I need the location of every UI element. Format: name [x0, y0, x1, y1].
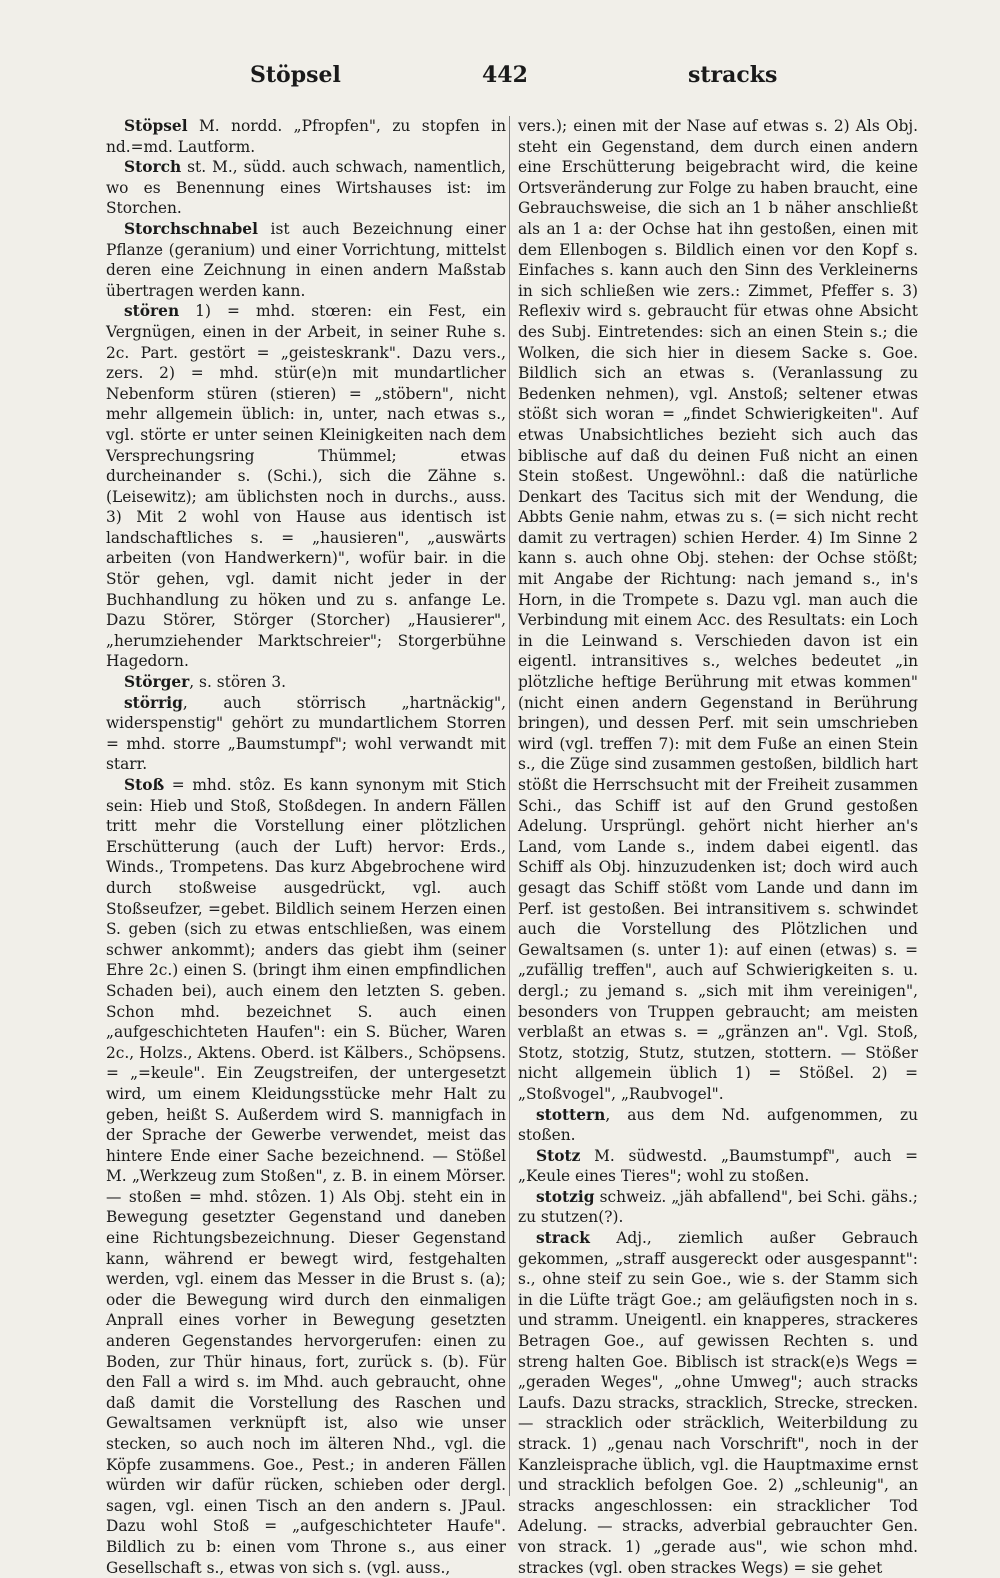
entry — [106, 157, 506, 219]
entry — [106, 301, 506, 672]
headword: stotzig — [536, 1187, 595, 1206]
entry-text: Adj., ziemlich außer Gebrauch gekommen, „straff ausgereckt oder ausgespannt": s., ohne steif zu sein Goe., wie s. der Stamm sich in die Lüfte trägt Goe.; am geläufigsten noch in s. und stramm. Uneigentl. ein knapperes, strackeres Betragen Goe., auf gewissen Rechten s. und streng halten Goe. Biblisch ist strack(e)s Wegs = „geraden Weges", „ohne Umweg"; auch stracks Laufs. Dazu stracks, stracklich, Strecke, strecken. — stracklich oder sträcklich, Weiterbildung zu strack. 1) „genau nach Vorschrift", noch in der Kanzleisprache üblich, vgl. die Hauptmaxime ernst und stracklich befolgen Goe. 2) „schleunig", an stracks angeschlossen: ein stracklicher Tod Adelung. — stracks, adverbial gebrauchter Gen. von strack. 1) „gerade aus", wie schon mhd. strackes (vgl. oben strackes Wegs) = sie gehet — [518, 1229, 918, 1577]
entry-text: , s. stören 3. — [189, 673, 287, 692]
page-number: 442 — [482, 62, 528, 88]
right-column — [518, 116, 918, 1577]
headword: Störger — [124, 673, 190, 692]
entry — [518, 1228, 918, 1578]
header-left-word: Stöpsel — [250, 62, 341, 88]
entry — [106, 116, 506, 157]
header-right-word: stracks — [688, 62, 778, 88]
entry-text: vers.); einen mit der Nase auf etwas s. 2) Als Obj. steht ein Gegenstand, dem durch einen andern eine Erschütterung beigebracht wird, die keine Ortsveränderung zur Folge zu haben braucht, eine Gebrauchsweise, die sich an 1 b näher anschließt als an 1 a: der Ochse hat ihn gestoßen, einen mit dem Ellenbogen s. Bildlich einen vor den Kopf s. Einfaches s. kann auch den Sinn des Verkleinerns in sich schließen wie zers.: Zimmet, Pfeffer s. 3) Reflexiv wird s. gebraucht für etwas ohne Absicht des Subj. Eintretendes: sich an einen Stein s.; die Wolken, die sich hier in diesem Sacke s. Goe. Bildlich sich an etwas s. (Veranlassung zu Bedenken nehmen), vgl. Anstoß; seltener etwas stößt sich woran = „findet Schwierigkeiten". Auf etwas Unabsichtliches bezieht sich auch das biblische auf daß du deinen Fuß nicht an einen Stein stoßest. Ungewöhnl.: daß die natürliche Denkart des Tacitus sich mit der Wendung, die Abbts Genie nahm, etwas zu s. (= sich nicht recht damit zu vertragen) schien Herder. 4) Im Sinne 2 kann s. auch ohne Obj. stehen: der Ochse stößt; mit Angabe der Richtung: nach jemand s., in's Horn, in die Trompete s. Dazu vgl. man auch die Verbindung mit einem Acc. des Resultats: ein Loch in die Leinwand s. Verschieden davon ist ein eigentl. intransitives s., welches bedeutet „in plötzliche heftige Berührung mit etwas kommen" (nicht einen andern Gegenstand in Berührung bringen), und dessen Perf. mit sein umschrieben wird (vgl. treffen 7): mit dem Fuße an einen Stein s., die Züge sind zusammen gestoßen, bildlich hart stößt die Herrschsucht mit der Freiheit zusammen Schi., das Schiff ist auf den Grund gestoßen Adelung. Ursprüngl. gehört nicht hierher an's Land, vom Lande s., indem dabei eigentl. das Schiff als Obj. hinzuzudenken ist; doch wird auch gesagt das Schiff stößt vom Lande und dann im Perf. ist gestoßen. Bei intransitivem s. schwindet auch die Vorstellung des Plötzlichen und Gewaltsamen (s. unter 1): auf einen (etwas) s. = „zufällig treffen", auch auf Schwierigkeiten s. u. dergl.; zu jemand s. „sich mit ihm vereinigen", besonders von Truppen gebraucht; am meisten verblaßt an etwas s. = „gränzen an". Vgl. Stoß, Stotz, stotzig, Stutz, stutzen, stottern. — Stößer nicht allgemein üblich 1) = Stößel. 2) = „Stoßvogel", „Raubvogel". — [518, 117, 918, 1103]
entry-text: , aus dem Nd. aufgenommen, zu stoßen. — [518, 1105, 918, 1145]
headword: Storch — [124, 158, 182, 177]
entry-text: M. nordd. „Pfropfen", zu stopfen in nd.=md. Lautform. — [106, 117, 506, 156]
column-divider — [509, 116, 510, 1496]
entry — [106, 693, 506, 775]
entry — [518, 1187, 918, 1228]
entry-text: = mhd. stôz. Es kann synonym mit Stich sein: Hieb und Stoß, Stoßdegen. In andern Fällen tritt mehr die Vorstellung einer plötzlichen Erschütterung (auch der Luft) hervor: Erds., Winds., Trompetens. Das kurz Abgebrochene wird durch stoßweise ausgedrückt, vgl. auch Stoßseufzer, =gebet. Bildlich seinem Herzen einen S. geben (sich zu etwas entschließen, was einem schwer ankommt); anders das giebt ihm (seiner Ehre 2c.) einen S. (bringt ihm einen empfindlichen Schaden bei), auch einem den letzten S. geben. Schon mhd. bezeichnet S. auch einen „aufgeschichteten Haufen": ein S. Bücher, Waren 2c., Holzs., Aktens. Oberd. ist Kälbers., Schöpsens. = „=keule". Ein Zeugstreifen, der untergesetzt wird, um einem Kleidungsstücke mehr Halt zu geben, heißt S. Außerdem wird S. mannigfach in der Sprache der Gewerbe verwendet, meist das hintere Ende einer Sache bezeichnend. — Stößel M. „Werkzeug zum Stoßen", z. B. in einem Mörser. — stoßen = mhd. stôzen. 1) Als Obj. steht ein in Bewegung gesetzter Gegenstand und daneben eine Richtungsbezeichnung. Dieser Gegenstand kann, während er bewegt wird, festgehalten werden, vgl. einem das Messer in die Brust s. (a); oder die Bewegung wird durch den einmaligen Anprall eines vorher in Bewegung gesetzten anderen Gegenstandes hervorgerufen: einen zu Boden, zur Thür hinaus, fort, zurück s. (b). Für den Fall a wird s. im Mhd. auch gebraucht, ohne daß damit die Vorstellung des Raschen und Gewaltsamen verknüpft ist, also wie unser stecken, so auch noch im älteren Nhd., vgl. die Köpfe zusammens. Goe., Pest.; in anderen Fällen würden wir dafür rücken, schieben oder dergl. sagen, vgl. einen Tisch an den andern s. JPaul. Dazu wohl Stoß = „aufgeschichteter Haufe". Bildlich zu b: einen vom Throne s., aus einer Gesellschaft s., etwas von sich s. (vgl. auss., — [106, 776, 506, 1577]
headword: störrig — [124, 693, 183, 712]
entry — [518, 1105, 918, 1146]
left-column — [106, 116, 506, 1577]
headword: Stöpsel — [124, 117, 188, 135]
headword: stottern — [536, 1105, 606, 1124]
entry-text: 1) = mhd. stœren: ein Fest, ein Vergnügen, einen in der Arbeit, in seiner Ruhe s. 2c. Part. gestört = „geisteskrank". Dazu vers., zers. 2) = mhd. stür(e)n mit mundartlicher Nebenform stüren (stieren) = „stöbern", nicht mehr allgemein üblich: in, unter, nach etwas s., vgl. störte er unter seinen Kleinigkeiten nach dem Versprechungsring Thümmel; etwas durcheinander s. (Schi.), sich die Zähne s. (Leisewitz); am üblichsten noch in durchs., auss. 3) Mit 2 wohl von Hause aus identisch ist landschaftliches s. = „hausieren", „auswärts arbeiten (von Handwerkern)", wofür bair. in die Stör gehen, vgl. damit nicht jeder in der Buchhandlung zu höken und zu s. anfange Le. Dazu Störer, Störger (Storcher) „Hausierer", „herumziehender Marktschreier"; Storgerbühne Hagedorn. — [106, 302, 506, 671]
entry-text: schweiz. „jäh abfallend", bei Schi. gähs.; zu stutzen(?). — [518, 1187, 918, 1227]
headword: stören — [124, 302, 180, 321]
headword: Stoß — [124, 776, 165, 794]
entry-continuation — [518, 116, 918, 1105]
headword: Storchschnabel — [124, 219, 258, 238]
entry-text: ist auch Bezeichnung einer Pflanze (geranium) und einer Vorrichtung, mittelst deren eine Zeichnung in einen andern Maßstab übertragen werden kann. — [106, 219, 506, 300]
entry-text: M. südwestd. „Baumstumpf", auch = „Keule eines Tieres"; wohl zu stoßen. — [518, 1146, 918, 1186]
entry-text: st. M., südd. auch schwach, namentlich, wo es Benennung eines Wirtshauses ist: im Storchen. — [106, 158, 506, 218]
entry — [106, 775, 506, 1578]
entry — [518, 1146, 918, 1187]
entry — [106, 672, 506, 693]
entry-text: , auch störrisch „hartnäckig", widerspenstig" gehört zu mundartlichem Storren = mhd. storre „Baumstumpf"; wohl verwandt mit starr. — [106, 693, 506, 774]
headword: strack — [536, 1229, 590, 1248]
running-header — [100, 62, 948, 96]
entry — [106, 219, 506, 301]
headword: Stotz — [536, 1146, 581, 1165]
